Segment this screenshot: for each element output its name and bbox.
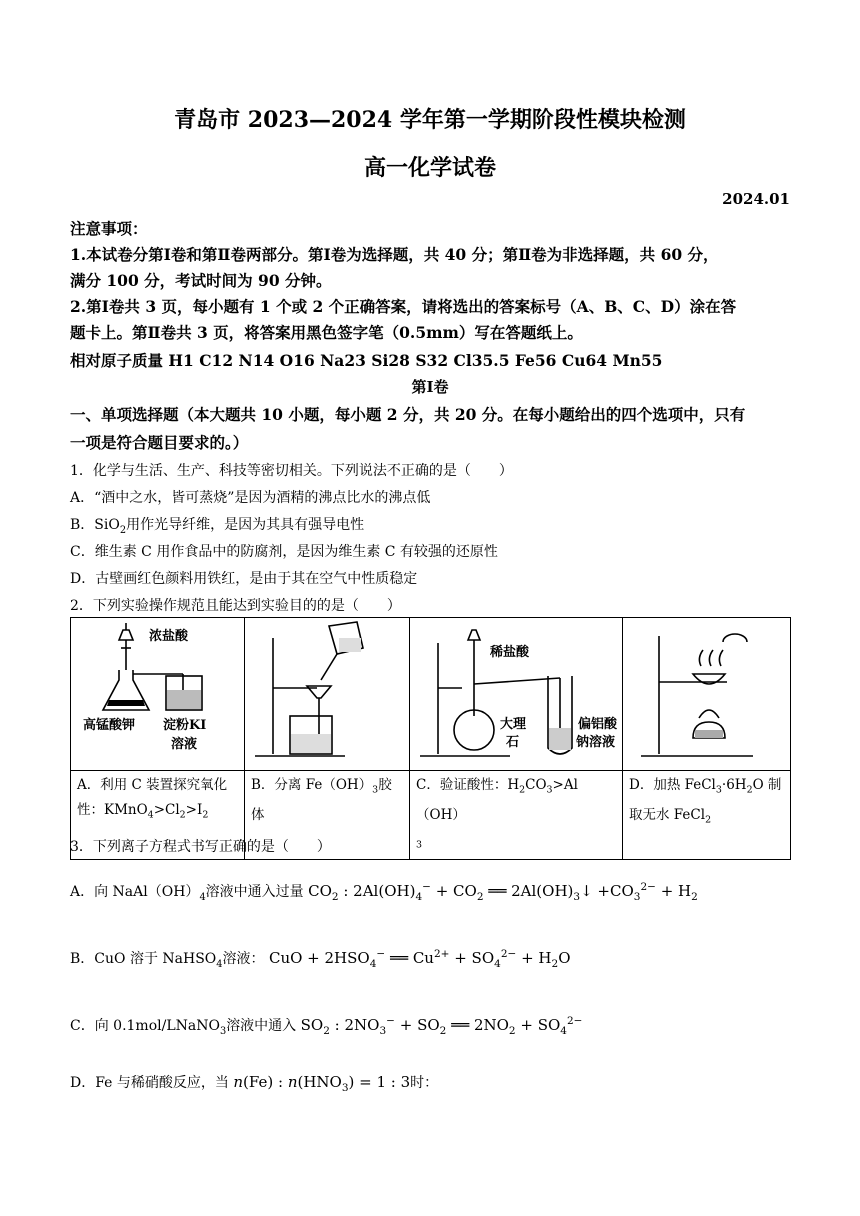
q3-option-d: D．Fe 与稀硝酸反应，当 n(Fe) : $n(HNO_3) = 1$ : 3时： [70, 1073, 439, 1094]
note-1a: 1.本试卷分第Ⅰ卷和第Ⅱ卷两部分。第Ⅰ卷为选择题，共 40 分；第Ⅱ卷为非选择题，共 60 分， [70, 245, 719, 264]
q1-option-b: B．SiO$_2$用作光导纤维，是因为其具有强导电性 [70, 517, 365, 536]
label-marble-2: 石 [506, 735, 520, 750]
q2-apparatus-c [410, 618, 623, 771]
q1-option-d: D．古壁画红色颜料用铁红，是由于其在空气中性质稳定 [70, 571, 418, 587]
note-2b: 题卡上。第Ⅱ卷共 3 页，将答案用黑色签字笔（0.5mm）写在答题纸上。 [70, 323, 583, 342]
notes-heading: 注意事项： [70, 219, 148, 238]
exam-title: 青岛市 2023—2024 学年第一学期阶段性模块检测 [174, 107, 686, 133]
label-dilute-hcl: 稀盐酸 [490, 645, 530, 660]
q2-options-table [70, 617, 791, 860]
q2-option-a: A．利用 C 装置探究氧化 性：$KMnO_4>Cl_2>I_2$ [71, 771, 245, 860]
apparatus-d-drawing [623, 618, 791, 770]
atomic-masses: 相对原子质量 H1 C12 N14 O16 Na23 Si28 S32 Cl35.5 Fe56 Cu64 Mn55 [70, 351, 663, 370]
q2-option-c: C．验证酸性：$H_2CO_3>Al(OH)$ $_3$ [410, 771, 623, 860]
q2-apparatus-a [71, 618, 245, 771]
exam-subtitle: 高一化学试卷 [363, 155, 496, 181]
q2-stem: 2．下列实验操作规范且能达到实验目的的是（ ） [70, 598, 401, 614]
label-naalo2-2: 钠溶液 [576, 735, 616, 750]
apparatus-b-drawing [245, 618, 410, 770]
apparatus-c-drawing [410, 618, 623, 770]
label-kmno4: 高锰酸钾 [83, 718, 136, 733]
label-solution: 溶液 [171, 737, 198, 752]
note-1b: 满分 100 分，考试时间为 90 分钟。 [70, 271, 332, 290]
q1-option-c: C．维生素 C 用作食品中的防腐剂，是因为维生素 C 有较强的还原性 [70, 544, 498, 560]
apparatus-a-drawing [71, 618, 245, 770]
volume-label: 第Ⅰ卷 [411, 378, 449, 396]
q2-apparatus-d [623, 618, 791, 771]
q3-stem: 3．下列离子方程式书写正确的是（ ） [70, 839, 331, 855]
q2-option-b: B．分离 $Fe(OH)_3$胶 体 [245, 771, 410, 860]
q2-option-d: D．加热 $FeCl_3\cdot 6H_2O$ 制 取无水 FeCl$_2$ [623, 771, 791, 860]
label-starch-ki: 淀粉KI [163, 718, 207, 733]
label-conc-hcl: 浓盐酸 [149, 629, 189, 644]
note-2a: 2.第Ⅰ卷共 3 页，每小题有 1 个或 2 个正确答案，请将选出的答案标号（A、B、C、D）涂在答 [70, 297, 737, 316]
q1-stem: 1．化学与生活、生产、科技等密切相关。下列说法不正确的是（ ） [70, 463, 513, 479]
exam-date: 2024.01 [722, 190, 790, 208]
q3-option-c: C．向 0.1mol/LNaNO$_3$溶液中通入 $SO_2$ : $2NO_3^- + SO_2$ ══ $2NO_2 + SO_4^{2-}$ [70, 1015, 583, 1037]
q3-option-a: A．向 $NaAl(OH)_4$溶液中通入过量 $CO_2$ : $2Al(OH)_4^- + CO_2$ ══ $2Al(OH)_3↓ +CO_3^{2-} + H_2$ [70, 881, 698, 903]
q3-option-b: B．CuO 溶于 NaHSO$_4$溶液： CuO + $2HSO_4^-$ ══ $Cu^{2+} + SO_4^{2-} + H_2O$ [70, 948, 571, 970]
q1-option-a: A．“酒中之水，皆可蒸烧”是因为酒精的沸点比水的沸点低 [70, 490, 431, 506]
section-heading-a: 一、单项选择题（本大题共 10 小题，每小题 2 分，共 20 分。在每小题给出的四个选项中，只有 [70, 405, 746, 424]
label-naalo2-1: 偏铝酸 [578, 717, 618, 732]
section-heading-b: 一项是符合题目要求的。） [70, 433, 249, 452]
label-marble-1: 大理 [500, 717, 527, 732]
q2-apparatus-b [245, 618, 410, 771]
